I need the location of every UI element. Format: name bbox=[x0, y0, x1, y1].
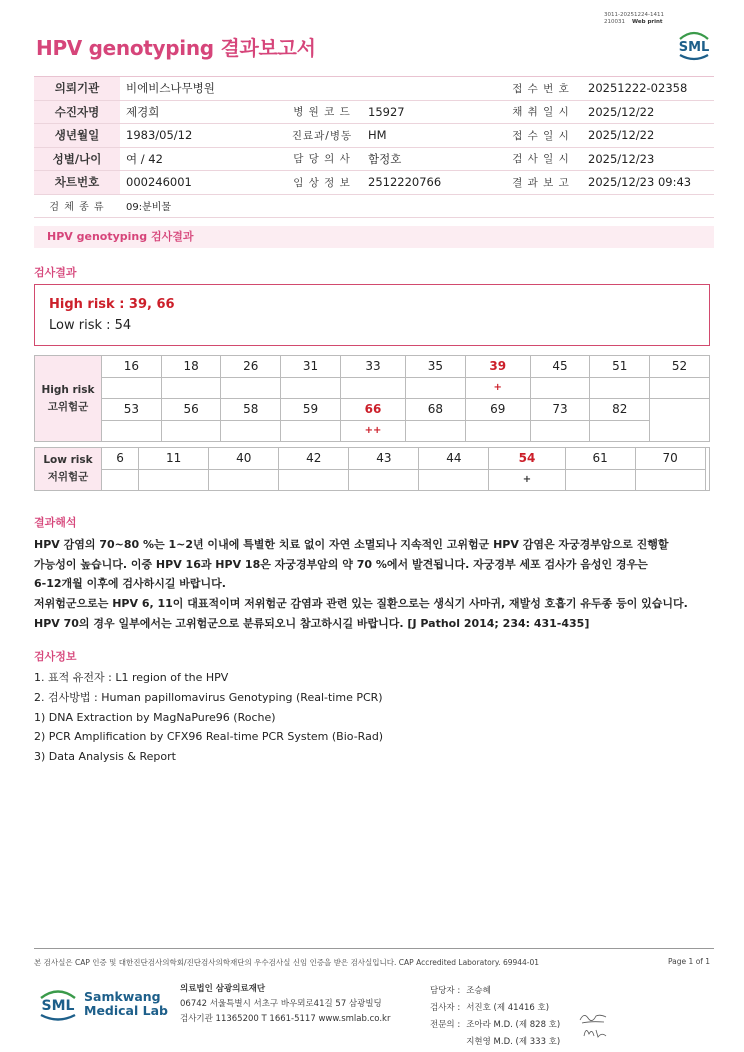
staff-row bbox=[430, 1018, 564, 1033]
info-label: 결 과 보 고 bbox=[500, 171, 582, 195]
info-label: 검 사 일 시 bbox=[500, 147, 582, 171]
genotype-cell: 45 bbox=[530, 356, 590, 378]
genotype-cell: 53 bbox=[102, 399, 162, 421]
interpretation-line: HPV 70의 경우 일부에서는 고위험군으로 분류되오니 참고하시길 바랍니다. [J Pathol 2014; 234: 431-435] bbox=[34, 616, 590, 630]
genotype-cell: 73 bbox=[530, 399, 590, 421]
interpretation-text bbox=[34, 535, 714, 634]
genotype-row bbox=[35, 356, 710, 378]
report-code-line2: 210031 bbox=[604, 19, 625, 25]
info-label: 접 수 일 시 bbox=[500, 124, 582, 148]
info-value: 15927 bbox=[362, 100, 500, 124]
info-label: 의뢰기관 bbox=[34, 77, 120, 101]
logo-text: SML bbox=[678, 40, 710, 55]
org-contact: 검사기관 11365200 T 1661-5117 www.smlab.co.kr bbox=[180, 1014, 391, 1024]
signature-icon bbox=[580, 1024, 610, 1040]
genotype-result-mark bbox=[465, 420, 530, 442]
info-label: 수진자명 bbox=[34, 100, 120, 124]
interpretation-line: 6-12개월 이후에 검사하시길 바랍니다. bbox=[34, 577, 226, 591]
sml-logo-icon bbox=[674, 25, 714, 65]
info-label: 담 당 의 사 bbox=[282, 147, 362, 171]
info-value: HM bbox=[362, 124, 500, 148]
genotype-mark-row bbox=[35, 420, 710, 442]
info-label: 진료과/병동 bbox=[282, 124, 362, 148]
info-value: 1983/05/12 bbox=[120, 124, 282, 148]
organization-info bbox=[180, 982, 390, 1027]
accreditation-note: 본 검사실은 CAP 인증 및 대한진단검사의학회/진단검사의학재단의 우수검사실 신임 인증을 받은 검사실입니다. CAP Accredited Laboratory. 69944-01 bbox=[34, 958, 540, 967]
genotype-cell: 44 bbox=[419, 448, 489, 470]
info-label: 성별/나이 bbox=[34, 147, 120, 171]
genotype-result-mark bbox=[221, 377, 281, 399]
genotype-result-mark bbox=[279, 469, 349, 491]
section-title-bar: HPV genotyping 검사결과 bbox=[34, 226, 714, 248]
genotype-cell: 69 bbox=[465, 399, 530, 421]
empty-cell bbox=[705, 448, 709, 491]
web-print-label: Web print bbox=[632, 19, 663, 25]
staff-name: 서진호 (제 41416 호) bbox=[466, 1003, 550, 1013]
genotype-cell: 70 bbox=[635, 448, 705, 470]
genotype-cell: 42 bbox=[279, 448, 349, 470]
genotype-result-mark: + bbox=[489, 469, 565, 491]
info-value: 000246001 bbox=[120, 171, 282, 195]
genotype-row bbox=[35, 399, 710, 421]
footer-logo-text: SML bbox=[41, 998, 75, 1014]
test-info-line: 1. 표적 유전자 : L1 region of the HPV bbox=[34, 671, 229, 684]
genotype-cell: 39 bbox=[465, 356, 530, 378]
genotype-result-mark bbox=[161, 377, 221, 399]
interpretation-line: 저위험군으로는 HPV 6, 11이 대표적이며 저위험군 감염과 관련 있는 질환으로는 생식기 사마귀, 재발성 호흡기 유두종 등이 있습니다. bbox=[34, 597, 688, 611]
info-value: 여 / 42 bbox=[120, 147, 282, 171]
genotype-result-mark bbox=[102, 377, 162, 399]
info-row bbox=[34, 171, 714, 195]
genotype-cell: 11 bbox=[139, 448, 209, 470]
specimen-value: 09:분비물 bbox=[120, 194, 714, 218]
genotype-result-mark bbox=[530, 377, 590, 399]
genotype-result-mark: + bbox=[465, 377, 530, 399]
genotype-cell: 59 bbox=[281, 399, 341, 421]
staff-name: 지현영 M.D. (제 333 호) bbox=[466, 1037, 561, 1047]
interpretation-heading: 결과해석 bbox=[34, 516, 77, 529]
genotype-cell: 18 bbox=[161, 356, 221, 378]
genotype-result-mark bbox=[221, 420, 281, 442]
genotype-result-mark bbox=[349, 469, 419, 491]
brand-line2: Medical Lab bbox=[84, 1003, 168, 1018]
interpretation-line: 가능성이 높습니다. 이중 HPV 16과 HPV 18은 자궁경부암의 약 70 %에서 발견됩니다. 자궁경부 세포 검사가 음성인 경우는 bbox=[34, 557, 648, 571]
genotype-result-mark bbox=[530, 420, 590, 442]
info-label bbox=[282, 77, 362, 101]
test-info-line: 2) PCR Amplification by CFX96 Real-time PCR System (Bio-Rad) bbox=[34, 730, 384, 744]
genotype-mark-row bbox=[35, 469, 710, 491]
info-value: 20251222-02358 bbox=[582, 77, 714, 101]
info-value: 2025/12/22 bbox=[582, 100, 714, 124]
genotype-cell: 68 bbox=[406, 399, 466, 421]
genotype-cell: 82 bbox=[590, 399, 650, 421]
info-value: 비에비스나무병원 bbox=[120, 77, 282, 101]
footer-divider bbox=[34, 948, 714, 949]
staff-role bbox=[430, 1035, 464, 1050]
genotype-result-mark bbox=[161, 420, 221, 442]
genotype-result-mark bbox=[419, 469, 489, 491]
staff-list bbox=[428, 982, 566, 1052]
genotype-cell: 40 bbox=[209, 448, 279, 470]
genotype-cell: 26 bbox=[221, 356, 281, 378]
low-risk-label bbox=[35, 448, 102, 491]
staff-row bbox=[430, 984, 564, 999]
info-label: 차트번호 bbox=[34, 171, 120, 195]
genotype-result-mark bbox=[340, 377, 405, 399]
genotype-cell: 58 bbox=[221, 399, 281, 421]
genotype-mark-row bbox=[35, 377, 710, 399]
page-title: HPV genotyping 결과보고서 bbox=[36, 36, 316, 60]
info-value: 제경희 bbox=[120, 100, 282, 124]
high-risk-label-ko: 고위험군 bbox=[47, 400, 89, 413]
genotype-cell: 54 bbox=[489, 448, 565, 470]
test-info-line: 3) Data Analysis & Report bbox=[34, 750, 176, 764]
brand-line1: Samkwang bbox=[84, 989, 161, 1004]
test-info-line: 1) DNA Extraction by MagNaPure96 (Roche) bbox=[34, 710, 276, 724]
high-risk-label-en: High risk bbox=[41, 383, 95, 396]
test-info-line: 2. 검사방법 : Human papillomavirus Genotyping (Real-time PCR) bbox=[34, 690, 383, 704]
genotype-cell: 33 bbox=[340, 356, 405, 378]
specimen-row bbox=[34, 194, 714, 218]
info-value bbox=[362, 77, 500, 101]
genotype-result-mark bbox=[565, 469, 635, 491]
low-risk-label-en: Low risk bbox=[43, 454, 93, 466]
info-label: 생년월일 bbox=[34, 124, 120, 148]
info-row bbox=[34, 147, 714, 171]
genotype-cell: 61 bbox=[565, 448, 635, 470]
low-risk-label-ko: 저위험군 bbox=[47, 471, 89, 483]
staff-row bbox=[430, 1001, 564, 1016]
genotype-result-mark bbox=[281, 420, 341, 442]
high-risk-summary: High risk : 39, 66 bbox=[49, 297, 175, 312]
genotype-result-mark bbox=[590, 377, 650, 399]
low-risk-summary: Low risk : 54 bbox=[49, 318, 132, 333]
genotype-result-mark: ++ bbox=[340, 420, 405, 442]
genotype-result-mark bbox=[281, 377, 341, 399]
patient-info-table bbox=[34, 76, 714, 218]
genotype-cell: 56 bbox=[161, 399, 221, 421]
test-info-heading: 검사정보 bbox=[34, 650, 77, 663]
info-value: 함정호 bbox=[362, 147, 500, 171]
brand-name bbox=[84, 990, 168, 1018]
genotype-result-mark bbox=[139, 469, 209, 491]
specimen-label: 검 체 종 류 bbox=[34, 194, 120, 218]
staff-role: 검사자 : bbox=[430, 1003, 461, 1013]
empty-cell bbox=[650, 399, 710, 442]
org-name: 의료법인 삼광의료재단 bbox=[180, 984, 266, 994]
info-value: 2512220766 bbox=[362, 171, 500, 195]
staff-name: 조아라 M.D. (제 828 호) bbox=[466, 1020, 561, 1030]
info-label: 접 수 번 호 bbox=[500, 77, 582, 101]
low-risk-table bbox=[34, 447, 710, 491]
info-value: 2025/12/22 bbox=[582, 124, 714, 148]
genotype-row bbox=[35, 448, 710, 470]
genotype-result-mark bbox=[650, 377, 710, 399]
staff-row bbox=[430, 1035, 564, 1050]
genotype-result-mark bbox=[102, 420, 162, 442]
interpretation-line: HPV 감염의 70~80 %는 1~2년 이내에 특별한 치료 없이 자연 소멸되나 지속적인 고위험군 HPV 감염은 자궁경부암으로 진행할 bbox=[34, 538, 669, 551]
info-row bbox=[34, 77, 714, 101]
org-address: 06742 서울특별시 서초구 바우뫼로41길 57 삼광빌딩 bbox=[180, 999, 382, 1009]
report-code bbox=[604, 12, 664, 26]
staff-role: 담당자 : bbox=[430, 986, 461, 996]
genotype-cell: 51 bbox=[590, 356, 650, 378]
genotype-result-mark bbox=[590, 420, 650, 442]
genotype-cell: 6 bbox=[102, 448, 139, 470]
sml-footer-logo-icon bbox=[36, 982, 80, 1026]
high-risk-label bbox=[35, 356, 102, 442]
result-summary-box bbox=[34, 284, 710, 346]
genotype-cell: 16 bbox=[102, 356, 162, 378]
info-label: 병 원 코 드 bbox=[282, 100, 362, 124]
genotype-result-mark bbox=[406, 420, 466, 442]
info-label: 임 상 정 보 bbox=[282, 171, 362, 195]
genotype-result-mark bbox=[209, 469, 279, 491]
staff-name: 조승혜 bbox=[466, 986, 491, 996]
info-value: 2025/12/23 bbox=[582, 147, 714, 171]
info-label: 채 취 일 시 bbox=[500, 100, 582, 124]
genotype-cell: 52 bbox=[650, 356, 710, 378]
report-code-line1: 3011-20251224-1411 bbox=[604, 12, 664, 18]
result-heading: 검사결과 bbox=[34, 266, 77, 279]
genotype-result-mark bbox=[635, 469, 705, 491]
genotype-result-mark bbox=[102, 469, 139, 491]
genotype-cell: 31 bbox=[281, 356, 341, 378]
genotype-result-mark bbox=[406, 377, 466, 399]
genotype-cell: 43 bbox=[349, 448, 419, 470]
info-row bbox=[34, 124, 714, 148]
info-row bbox=[34, 100, 714, 124]
high-risk-table bbox=[34, 355, 710, 442]
genotype-cell: 35 bbox=[406, 356, 466, 378]
page-number: Page 1 of 1 bbox=[668, 957, 711, 966]
test-info-list bbox=[34, 668, 383, 767]
info-value: 2025/12/23 09:43 bbox=[582, 171, 714, 195]
staff-role: 전문의 : bbox=[430, 1020, 461, 1030]
genotype-cell: 66 bbox=[340, 399, 405, 421]
